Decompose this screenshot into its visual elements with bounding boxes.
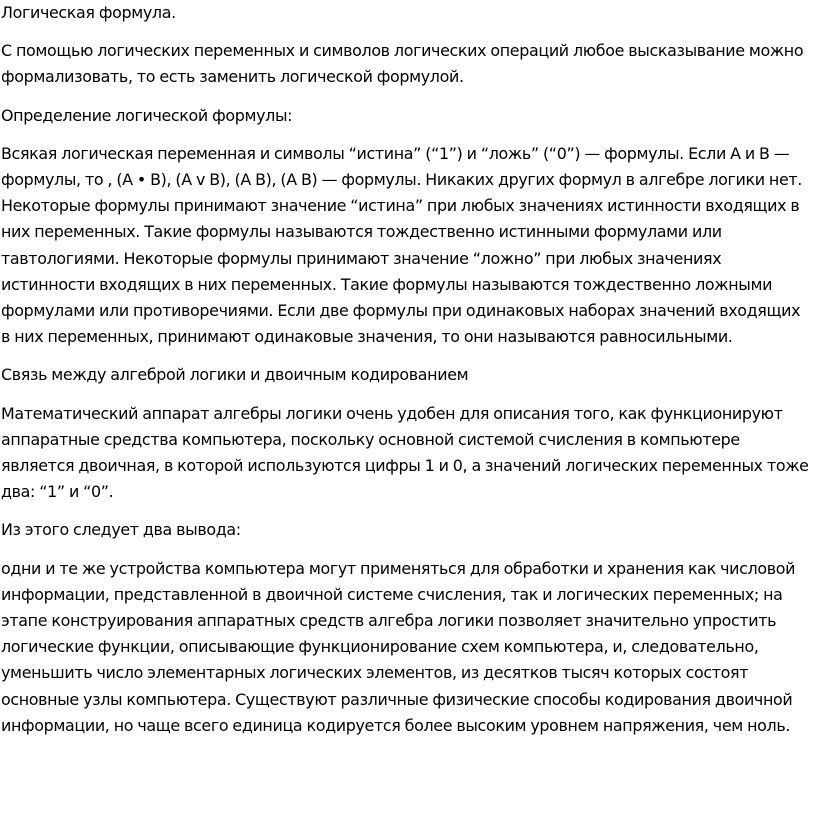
definition-paragraph: Всякая логическая переменная и символы “истина” (“1”) и “ложь” (“0”) — формулы. Если А и В — формулы, то , (А • В), (А v В), (А В), (А В) — формулы. Никаких других формул в алгебре логики нет. Некоторые формулы принимают значение “истина” при любых значениях истинности входящих в них переменных. Такие формулы называются тождественно истинными формулами или тавтологиями. Некоторые формулы принимают значение “ложно” при любых значениях истинности входящих в них переменных. Такие формулы называются тождественно ложными формулами или противоречиями. Если две формулы при одинаковых наборах значений входящих в них переменных, принимают одинаковые значения, то они называются равносильными. — [1, 143, 802, 347]
definition-heading: Определение логической формулы: — [1, 105, 293, 125]
conclusions-paragraph: одни и те же устройства компьютера могут применяться для обработки и хранения как числовой информации, представленной в двоичной системе счисления, так и логических переменных; на этапе конструирования аппаратных средств алгебра логики позволяет значительно упростить логические функции, описывающие функционирование схем компьютера, и, следовательно, уменьшить число элементарных логических элементов, из десятков тысяч которых состоят основные узлы компьютера. Существуют различные физические способы кодирования двоичной информации, но чаще всего единица кодируется более высоким уровнем напряжения, чем ноль. — [1, 558, 796, 735]
intro-paragraph: С помощью логических переменных и символов логических операций любое высказывание можно формализовать, то есть заменить логической формулой. — [1, 41, 804, 87]
conclusions-heading: Из этого следует два вывода: — [1, 520, 241, 540]
relation-paragraph: Математический аппарат алгебры логики очень удобен для описания того, как функционируют аппаратные средства компьютера, поскольку основной системой счисления в компьютере является двоичная, в которой используются цифры 1 и 0, а значений логических переменных тоже два: “1” и “0”. — [1, 403, 809, 502]
document-title: Логическая формула. — [1, 3, 176, 22]
relation-heading: Связь между алгеброй логики и двоичным кодированием — [1, 365, 469, 385]
